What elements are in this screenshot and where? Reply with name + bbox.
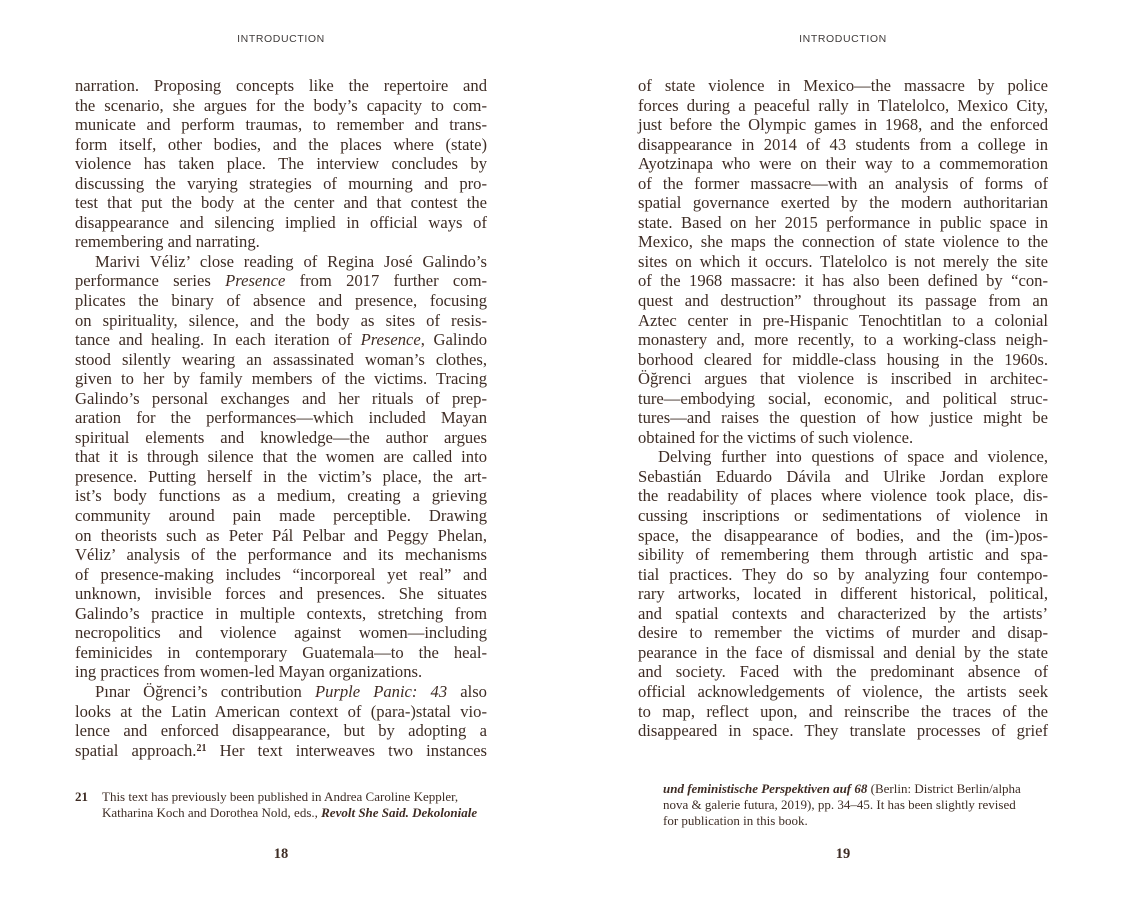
text-line: tures—and raises the question of how justice might be (638, 408, 1048, 428)
text-line: of state violence in Mexico—the massacre by police (638, 76, 1048, 95)
body-text (638, 76, 1048, 741)
text-line: to map, reflect upon, and reinscribe the traces of the (638, 701, 1048, 721)
text-line: forces during a peaceful rally in Tlatelolco, Mexico City, (638, 95, 1048, 115)
text-line: narration. Proposing concepts like the repertoire and (75, 76, 487, 95)
page-right (638, 0, 1048, 904)
text-line: ture—embodying social, economic, and political struc- (638, 388, 1048, 408)
footnote-text (663, 781, 1049, 829)
text-line: test that put the body at the center and that contest the (75, 193, 487, 213)
text-line: unknown, invisible forces and presences. She situates (75, 584, 487, 604)
text-line: ing practices from women-led Mayan organizations. (75, 662, 423, 682)
text-line: sibility of remembering them through artistic and spa- (638, 545, 1048, 565)
text-line: and society. Faced with the predominant absence of (638, 662, 1048, 682)
text-line: plicates the binary of absence and presence, focusing (75, 291, 487, 311)
text-line: feminicides in contemporary Guatemala—to the heal- (75, 642, 487, 662)
text-line: and spatial contexts and characterized by the artists’ (638, 603, 1048, 623)
page-left (75, 0, 487, 904)
text-line: monastery and, more recently, to a working-class neigh- (638, 330, 1048, 350)
text-line: Aztec center in pre-Hispanic Tenochtitlan to a colonial (638, 310, 1048, 330)
text-line: violence has taken place. The interview concludes by (75, 154, 487, 174)
text-line: form itself, other bodies, and the places where (state) (75, 134, 487, 154)
text-line: spatial governance exerted by the modern authoritarian (638, 193, 1048, 213)
text-line: necropolitics and violence against women—including (75, 623, 487, 643)
text-line: of presence-making includes “incorporeal yet real” and (75, 564, 487, 584)
text-line: Galindo’s practice in multiple contexts, stretching from (75, 603, 487, 623)
text-line: on theorists such as Peter Pál Pelbar and Peggy Phelan, (75, 525, 487, 545)
text-line: community around pain made perceptible. Drawing (75, 506, 487, 526)
text-line: tance and healing. In each iteration of Presence, Galindo (75, 330, 487, 350)
text-line: that it is through silence that the women are called into (75, 447, 487, 467)
text-line: aration for the performances—which included Mayan (75, 408, 487, 428)
footnote-line: und feministische Perspektiven auf 68 (Berlin: District Berlin/alpha (663, 781, 1021, 796)
text-line: tial practices. They do so by analyzing four contempo- (638, 564, 1048, 584)
footnote-line: for publication in this book. (663, 812, 808, 828)
footnote-text (102, 789, 477, 821)
text-line: ist’s body functions as a medium, creating a grieving (75, 486, 487, 506)
text-line: Öğrenci argues that violence is inscribed in architec- (638, 369, 1048, 389)
text-line: of the 1968 massacre: it has also been defined by “con- (638, 271, 1048, 291)
body-text (75, 76, 487, 760)
footnote-line: nova & galerie futura, 2019), pp. 34–45. It has been slightly revised (663, 796, 1016, 812)
text-line: state. Based on her 2015 performance in public space in (638, 212, 1048, 232)
text-line: disappearance in 2014 of 43 students from a college in (638, 134, 1048, 154)
footnote-number: 21 (75, 789, 88, 804)
text-line: borhood cleared for middle-class housing in the 1960s. (638, 349, 1048, 369)
text-line: presence. Putting herself in the victim’s place, the art- (75, 466, 487, 486)
text-line: disappearance and silencing implied in official ways of (75, 212, 487, 232)
footnote-continuation (663, 781, 1049, 829)
text-line: official acknowledgements of violence, the artists seek (638, 681, 1048, 701)
text-line: on spirituality, silence, and the body as sites of resis- (75, 310, 487, 330)
footnote-line: Katharina Koch and Dorothea Nold, eds., Revolt She Said. Dekoloniale (102, 804, 478, 820)
text-line: municate and perform traumas, to remember and trans- (75, 115, 487, 135)
text-line: the scenario, she argues for the body’s capacity to com- (75, 95, 487, 115)
text-line: Ayotzinapa who were on their way to a commemoration (638, 154, 1048, 174)
text-line: just before the Olympic games in 1968, and the enforced (638, 115, 1048, 135)
text-line: spiritual elements and knowledge—the author argues (75, 427, 487, 447)
text-line: Galindo’s personal exchanges and her rituals of prep- (75, 388, 487, 408)
running-head: INTRODUCTION (799, 33, 887, 45)
text-line: spatial approach.$^{21}$ Her text interweaves two instances (75, 740, 488, 760)
running-head: INTRODUCTION (237, 33, 325, 45)
text-line: cussing inscriptions or sedimentations of violence in (638, 506, 1048, 526)
text-line: remembering and narrating. (75, 232, 260, 252)
text-line: rary artworks, located in different historical, political, (638, 584, 1048, 604)
text-line: lence and enforced disappearance, but by adopting a (75, 721, 487, 741)
text-line: performance series Presence from 2017 further com- (75, 271, 488, 291)
text-line: space, the disappearance of bodies, and the (im-)pos- (638, 525, 1048, 545)
text-line: pearance in the face of dismissal and denial by the state (638, 642, 1048, 662)
text-line: Pınar Öğrenci’s contribution Purple Panic: 43 also (95, 681, 487, 701)
text-line: looks at the Latin American context of (para-)statal vio- (75, 701, 487, 721)
text-line: sites on which it occurs. Tlatelolco is not merely the site (638, 251, 1048, 271)
text-line: Marivi Véliz’ close reading of Regina José Galindo’s (95, 251, 487, 271)
text-line: discussing the varying strategies of mourning and pro- (75, 173, 487, 193)
text-line: Mexico, she maps the connection of state violence to the (638, 232, 1048, 252)
text-line: given to her by family members of the victims. Tracing (75, 369, 487, 389)
text-line: Véliz’ analysis of the performance and its mechanisms (75, 545, 487, 565)
text-line: Delving further into questions of space and violence, (658, 447, 1048, 467)
text-line: Sebastián Eduardo Dávila and Ulrike Jordan explore (638, 466, 1048, 486)
text-line: obtained for the victims of such violence. (638, 427, 914, 447)
text-line: disappeared in space. They translate processes of grief (638, 721, 1048, 741)
footnote (75, 789, 487, 821)
page-number: 18 (273, 846, 289, 862)
text-line: quest and destruction” throughout its passage from an (638, 291, 1048, 311)
text-line: stood silently wearing an assassinated woman’s clothes, (75, 349, 487, 369)
text-line: desire to remember the victims of murder and disap- (638, 623, 1048, 643)
text-line: the readability of places where violence took place, dis- (638, 486, 1048, 506)
page-number: 19 (835, 846, 851, 862)
text-line: of the former massacre—with an analysis of forms of (638, 173, 1048, 193)
footnote-line: This text has previously been published in Andrea Caroline Keppler, (102, 789, 459, 804)
